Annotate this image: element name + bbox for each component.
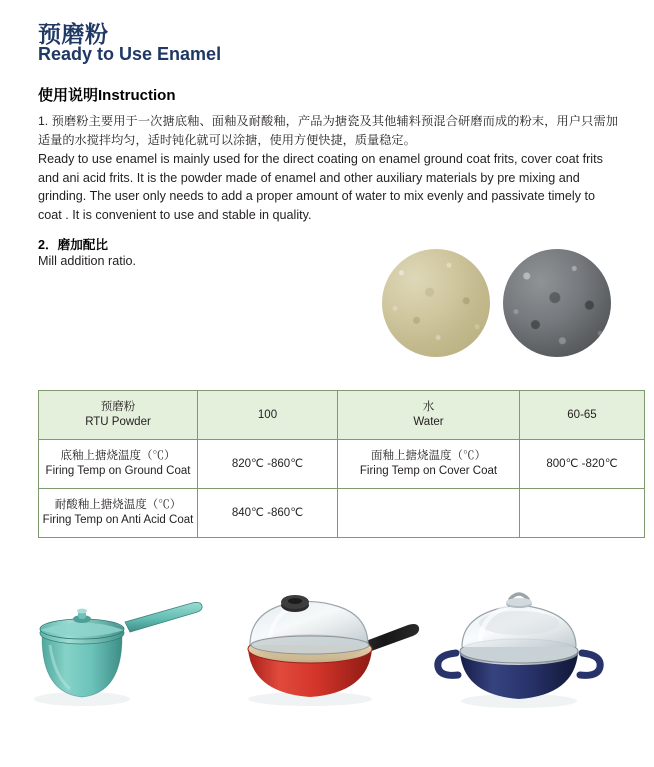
cell-text-en: Firing Temp on Anti Acid Coat — [42, 514, 194, 526]
instruction-paragraph-en: Ready to use enamel is mainly used for the direct coating on enamel ground coat frits, cover coat frits and ani acid frits. It is the powder made of enamel and other auxiliary materials by pre mixing and grinding. The user only needs to add a proper amount of water to mix evenly and passivate timely to coat . It is convenient to use and stable in quality. — [38, 152, 603, 222]
cell-text-en: Firing Temp on Cover Coat — [359, 465, 498, 477]
cell-text-en: 840℃ -860℃ — [231, 506, 304, 519]
cell-text-en: 60-65 — [567, 408, 597, 421]
table-cell — [198, 489, 338, 538]
table-cell — [520, 440, 645, 489]
table-cell — [198, 440, 338, 489]
table-cell — [39, 440, 198, 489]
page-title-en: Ready to Use Enamel — [38, 44, 222, 64]
cell-text-cn: 面釉上搪烧温度（℃） — [371, 450, 486, 462]
section-heading: 使用说明Instruction — [38, 87, 176, 104]
grey-powder-sample — [503, 249, 611, 357]
table-cell — [338, 440, 520, 489]
red-frypan — [222, 575, 432, 715]
table-cell — [338, 489, 520, 538]
cell-text-en: 100 — [257, 408, 278, 421]
cell-text-cn: 预磨粉 — [100, 401, 136, 413]
cell-text-cn: 底釉上搪烧温度（℃） — [60, 450, 176, 462]
cell-text-en: RTU Powder — [85, 416, 151, 428]
subsection-heading-en: Mill addition ratio. — [38, 254, 136, 268]
grey-powder-texture — [503, 249, 611, 357]
product-photo-strip — [0, 575, 654, 767]
table-cell — [39, 489, 198, 538]
blue-casserole — [424, 575, 624, 715]
cell-text-en: Firing Temp on Ground Coat — [45, 465, 191, 477]
cell-text-en: Water — [413, 416, 444, 428]
table-row — [39, 489, 645, 538]
table-cell — [520, 391, 645, 440]
subsection-heading-cn: 2．磨加配比 — [38, 238, 108, 252]
cell-text-cn: 水 — [422, 401, 435, 413]
table-cell — [198, 391, 338, 440]
beige-powder-texture — [382, 249, 490, 357]
table-row — [39, 440, 645, 489]
page-title-cn: 预磨粉 — [38, 21, 109, 47]
cell-text-en: 800℃ -820℃ — [546, 457, 618, 470]
cell-text-en: 820℃ -860℃ — [231, 457, 304, 470]
table-row — [39, 391, 645, 440]
table-cell — [520, 489, 645, 538]
instruction-paragraph-cn: 1. 预磨粉主要用于一次搪底釉、面釉及耐酸釉，产品为搪瓷及其他辅料预混合研磨而成的粉末，用户只需加适量的水搅拌均匀，适时钝化就可以涂搪，使用方便快捷，质量稳定。 — [38, 114, 618, 147]
table-cell — [338, 391, 520, 440]
cell-text-cn: 耐酸釉上搪烧温度（℃） — [54, 499, 182, 511]
beige-powder-sample — [382, 249, 490, 357]
green-saucepan — [30, 575, 220, 715]
mill-addition-ratio-table — [38, 390, 645, 538]
table-cell — [39, 391, 198, 440]
